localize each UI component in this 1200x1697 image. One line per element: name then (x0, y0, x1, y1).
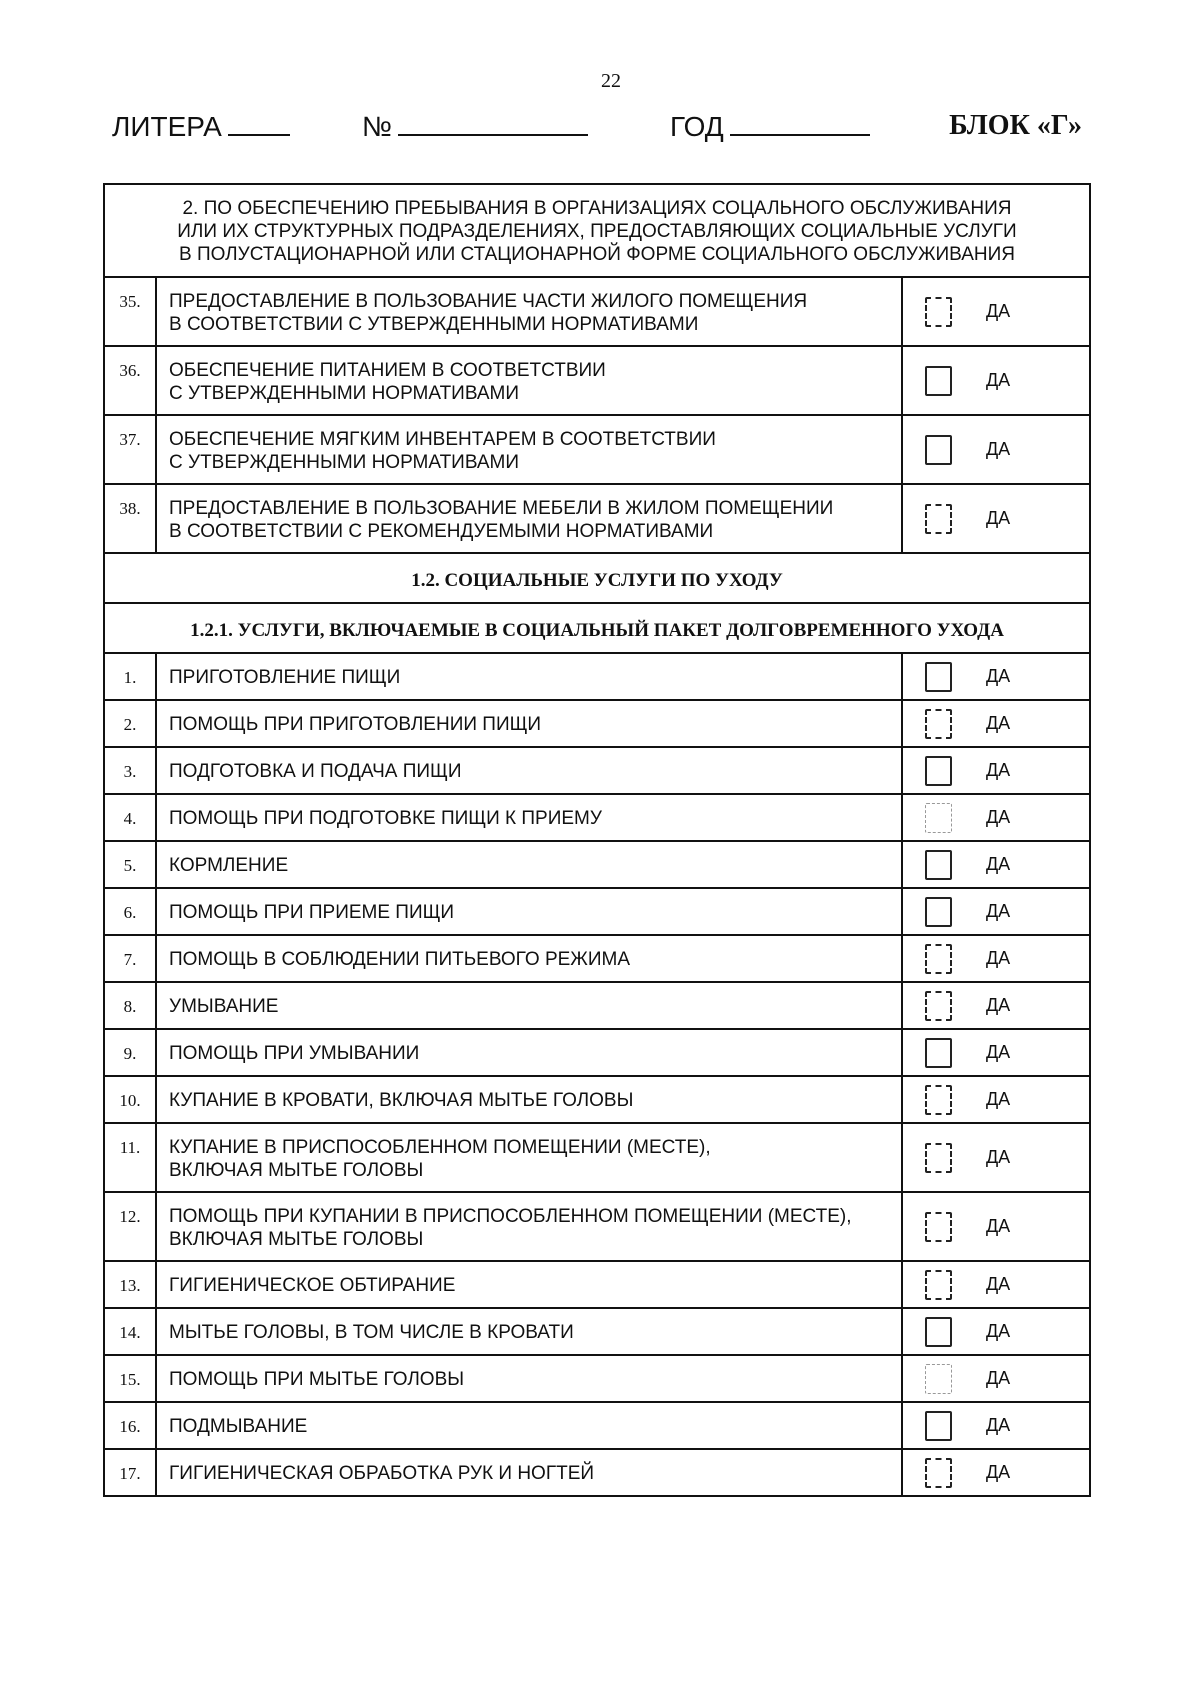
table-row (104, 747, 1090, 794)
answer-cell (902, 1029, 1090, 1076)
form-header (112, 108, 1082, 148)
table-row (104, 1123, 1090, 1192)
yes-checkbox[interactable] (925, 1143, 952, 1173)
section2-title-line1: 2. ПО ОБЕСПЕЧЕНИЮ ПРЕБЫВАНИЯ В ОРГАНИЗАЦИЯХ СОЦАЛЬНОГО ОБСЛУЖИВАНИЯ (182, 198, 1012, 219)
item-number: 35. (104, 277, 156, 346)
number-field (362, 108, 588, 143)
yes-label: ДА (985, 1462, 1011, 1482)
yes-label: ДА (985, 760, 1011, 780)
yes-label: ДА (985, 807, 1011, 827)
yes-checkbox[interactable] (925, 1038, 952, 1068)
section2-title-row (104, 184, 1090, 277)
item-number: 17. (104, 1449, 156, 1496)
year-field (670, 108, 870, 143)
item-label (156, 1192, 902, 1261)
item-label: ПОМОЩЬ В СОБЛЮДЕНИИ ПИТЬЕВОГО РЕЖИМА (156, 935, 902, 982)
answer-cell (902, 1449, 1090, 1496)
table-row (104, 1192, 1090, 1261)
section2-title (104, 184, 1090, 277)
yes-label: ДА (985, 370, 1011, 390)
item-label: ПОМОЩЬ ПРИ ПРИГОТОВЛЕНИИ ПИЩИ (156, 700, 902, 747)
answer-cell (902, 747, 1090, 794)
answer-cell (902, 1402, 1090, 1449)
block-label: БЛОК «Г» (949, 110, 1082, 141)
yes-checkbox[interactable] (925, 504, 952, 534)
item-label: ГИГИЕНИЧЕСКОЕ ОБТИРАНИЕ (156, 1261, 902, 1308)
item-number: 37. (104, 415, 156, 484)
yes-checkbox[interactable] (925, 1317, 952, 1347)
table-row (104, 982, 1090, 1029)
answer-cell (902, 1355, 1090, 1402)
yes-checkbox[interactable] (925, 709, 952, 739)
answer-cell (902, 1076, 1090, 1123)
yes-label: ДА (985, 1216, 1011, 1236)
table-row (104, 346, 1090, 415)
yes-checkbox[interactable] (925, 1085, 952, 1115)
yes-checkbox[interactable] (925, 897, 952, 927)
item-label: ПОМОЩЬ ПРИ ПРИЕМЕ ПИЩИ (156, 888, 902, 935)
yes-checkbox[interactable] (925, 1364, 952, 1394)
yes-checkbox[interactable] (925, 991, 952, 1021)
item-number: 5. (104, 841, 156, 888)
year-label: ГОД (670, 111, 724, 142)
item-number: 12. (104, 1192, 156, 1261)
item-number: 6. (104, 888, 156, 935)
item-label (156, 346, 902, 415)
yes-checkbox[interactable] (925, 1458, 952, 1488)
answer-cell (902, 841, 1090, 888)
section121-title: 1.2.1. УСЛУГИ, ВКЛЮЧАЕМЫЕ В СОЦИАЛЬНЫЙ ПАКЕТ ДОЛГОВРЕМЕННОГО УХОДА (104, 603, 1090, 653)
item-number: 14. (104, 1308, 156, 1355)
answer-cell (902, 277, 1090, 346)
yes-checkbox[interactable] (925, 366, 952, 396)
answer-cell (902, 794, 1090, 841)
yes-checkbox[interactable] (925, 662, 952, 692)
answer-cell (902, 700, 1090, 747)
item-label (156, 277, 902, 346)
table-row (104, 484, 1090, 553)
item-label-line2: С УТВЕРЖДЕННЫМИ НОРМАТИВАМИ (169, 452, 520, 473)
yes-label: ДА (985, 948, 1011, 968)
yes-checkbox[interactable] (925, 803, 952, 833)
item-label-line1: ПРЕДОСТАВЛЕНИЕ В ПОЛЬЗОВАНИЕ ЧАСТИ ЖИЛОГО ПОМЕЩЕНИЯ (169, 291, 808, 312)
yes-label: ДА (985, 901, 1011, 921)
table-row (104, 277, 1090, 346)
services-table (103, 183, 1091, 1497)
table-row (104, 1029, 1090, 1076)
answer-cell (902, 415, 1090, 484)
item-number: 7. (104, 935, 156, 982)
item-number: 36. (104, 346, 156, 415)
table-row (104, 415, 1090, 484)
item-label: ПОДМЫВАНИЕ (156, 1402, 902, 1449)
item-label-line1: ПРЕДОСТАВЛЕНИЕ В ПОЛЬЗОВАНИЕ МЕБЕЛИ В ЖИЛОМ ПОМЕЩЕНИИ (169, 498, 834, 519)
table-row (104, 1308, 1090, 1355)
yes-checkbox[interactable] (925, 944, 952, 974)
table-row (104, 888, 1090, 935)
yes-label: ДА (985, 1274, 1011, 1294)
yes-checkbox[interactable] (925, 1270, 952, 1300)
yes-checkbox[interactable] (925, 435, 952, 465)
table-row (104, 1076, 1090, 1123)
item-label-line1: ОБЕСПЕЧЕНИЕ ПИТАНИЕМ В СООТВЕТСТВИИ (169, 360, 606, 381)
number-input-line[interactable] (398, 108, 588, 136)
item-label: КОРМЛЕНИЕ (156, 841, 902, 888)
yes-label: ДА (985, 1042, 1011, 1062)
year-input-line[interactable] (730, 108, 870, 136)
yes-label: ДА (985, 1321, 1011, 1341)
yes-label: ДА (985, 301, 1011, 321)
item-label-line1: ПОМОЩЬ ПРИ КУПАНИИ В ПРИСПОСОБЛЕННОМ ПОМЕЩЕНИИ (МЕСТЕ), (169, 1206, 852, 1227)
item-label (156, 415, 902, 484)
section2-title-line3: В ПОЛУСТАЦИОНАРНОЙ ИЛИ СТАЦИОНАРНОЙ ФОРМЕ СОЦИАЛЬНОГО ОБСЛУЖИВАНИЯ (179, 244, 1015, 265)
answer-cell (902, 982, 1090, 1029)
item-label-line2: ВКЛЮЧАЯ МЫТЬЕ ГОЛОВЫ (169, 1160, 424, 1181)
item-label: КУПАНИЕ В КРОВАТИ, ВКЛЮЧАЯ МЫТЬЕ ГОЛОВЫ (156, 1076, 902, 1123)
item-label-line1: ОБЕСПЕЧЕНИЕ МЯГКИМ ИНВЕНТАРЕМ В СООТВЕТСТВИИ (169, 429, 716, 450)
table-row (104, 1261, 1090, 1308)
yes-label: ДА (985, 854, 1011, 874)
yes-checkbox[interactable] (925, 850, 952, 880)
item-number: 15. (104, 1355, 156, 1402)
litera-input-line[interactable] (228, 108, 290, 136)
item-label: ПОМОЩЬ ПРИ УМЫВАНИИ (156, 1029, 902, 1076)
litera-field (112, 108, 290, 143)
answer-cell (902, 1123, 1090, 1192)
item-number: 38. (104, 484, 156, 553)
litera-label: ЛИТЕРА (112, 111, 222, 142)
item-number: 11. (104, 1123, 156, 1192)
answer-cell (902, 346, 1090, 415)
yes-label: ДА (985, 666, 1011, 686)
item-number: 4. (104, 794, 156, 841)
item-label-line2: В СООТВЕТСТВИИ С РЕКОМЕНДУЕМЫМИ НОРМАТИВАМИ (169, 521, 714, 542)
yes-checkbox[interactable] (925, 756, 952, 786)
table-row (104, 700, 1090, 747)
item-label: ПОДГОТОВКА И ПОДАЧА ПИЩИ (156, 747, 902, 794)
yes-label: ДА (985, 713, 1011, 733)
table-row (104, 794, 1090, 841)
table-row (104, 653, 1090, 700)
yes-label: ДА (985, 508, 1011, 528)
answer-cell (902, 1192, 1090, 1261)
item-number: 2. (104, 700, 156, 747)
item-label: УМЫВАНИЕ (156, 982, 902, 1029)
yes-label: ДА (985, 1147, 1011, 1167)
section121-title-row (104, 603, 1090, 653)
item-label-line1: КУПАНИЕ В ПРИСПОСОБЛЕННОМ ПОМЕЩЕНИИ (МЕСТЕ), (169, 1137, 711, 1158)
item-number: 16. (104, 1402, 156, 1449)
item-number: 9. (104, 1029, 156, 1076)
item-label-line2: В СООТВЕТСТВИИ С УТВЕРЖДЕННЫМИ НОРМАТИВАМИ (169, 314, 699, 335)
answer-cell (902, 1261, 1090, 1308)
yes-checkbox[interactable] (925, 1212, 952, 1242)
page-number: 22 (601, 70, 621, 92)
yes-label: ДА (985, 1089, 1011, 1109)
table-row (104, 841, 1090, 888)
table-row (104, 1449, 1090, 1496)
item-number: 1. (104, 653, 156, 700)
yes-label: ДА (985, 995, 1011, 1015)
item-label (156, 1123, 902, 1192)
yes-label: ДА (985, 439, 1011, 459)
item-number: 8. (104, 982, 156, 1029)
item-label: ПОМОЩЬ ПРИ ПОДГОТОВКЕ ПИЩИ К ПРИЕМУ (156, 794, 902, 841)
item-label (156, 484, 902, 553)
item-label: ПОМОЩЬ ПРИ МЫТЬЕ ГОЛОВЫ (156, 1355, 902, 1402)
answer-cell (902, 888, 1090, 935)
answer-cell (902, 484, 1090, 553)
section12-title-row (104, 553, 1090, 603)
answer-cell (902, 935, 1090, 982)
item-number: 10. (104, 1076, 156, 1123)
number-label: № (362, 111, 393, 142)
table-row (104, 935, 1090, 982)
item-label: МЫТЬЕ ГОЛОВЫ, В ТОМ ЧИСЛЕ В КРОВАТИ (156, 1308, 902, 1355)
item-number: 3. (104, 747, 156, 794)
yes-checkbox[interactable] (925, 297, 952, 327)
yes-label: ДА (985, 1368, 1011, 1388)
section12-title: 1.2. СОЦИАЛЬНЫЕ УСЛУГИ ПО УХОДУ (104, 553, 1090, 603)
table-row (104, 1355, 1090, 1402)
item-label: ПРИГОТОВЛЕНИЕ ПИЩИ (156, 653, 902, 700)
answer-cell (902, 1308, 1090, 1355)
yes-label: ДА (985, 1415, 1011, 1435)
item-label-line2: ВКЛЮЧАЯ МЫТЬЕ ГОЛОВЫ (169, 1229, 424, 1250)
item-label-line2: С УТВЕРЖДЕННЫМИ НОРМАТИВАМИ (169, 383, 520, 404)
answer-cell (902, 653, 1090, 700)
item-label: ГИГИЕНИЧЕСКАЯ ОБРАБОТКА РУК И НОГТЕЙ (156, 1449, 902, 1496)
section2-title-line2: ИЛИ ИХ СТРУКТУРНЫХ ПОДРАЗДЕЛЕНИЯХ, ПРЕДОСТАВЛЯЮЩИХ СОЦИАЛЬНЫЕ УСЛУГИ (177, 221, 1017, 242)
table-row (104, 1402, 1090, 1449)
item-number: 13. (104, 1261, 156, 1308)
yes-checkbox[interactable] (925, 1411, 952, 1441)
